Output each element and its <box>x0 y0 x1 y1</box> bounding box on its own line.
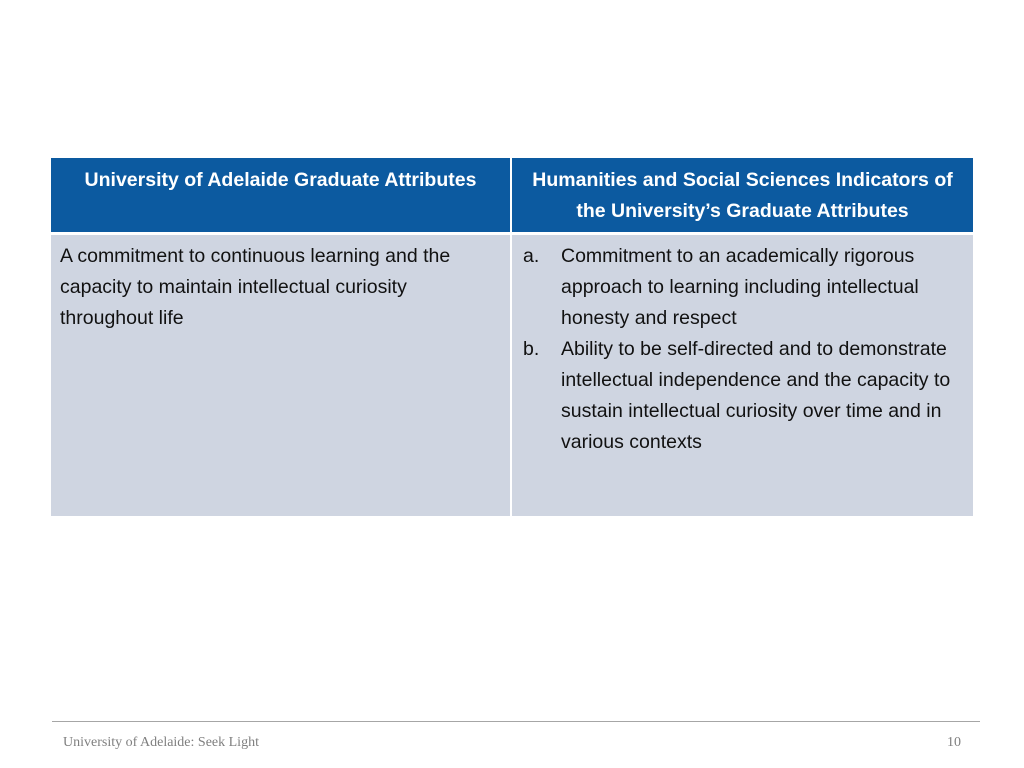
list-marker: b. <box>523 338 540 360</box>
list-marker: a. <box>523 245 540 267</box>
page-number: 10 <box>947 735 961 750</box>
footer-divider <box>52 721 980 722</box>
footer-title: University of Adelaide: Seek Light <box>63 735 259 750</box>
header-graduate-attributes: University of Adelaide Graduate Attributes <box>51 158 511 234</box>
list-item <box>521 334 964 458</box>
header-hss-indicators: Humanities and Social Sciences Indicators of the University’s Graduate Attributes <box>511 158 973 234</box>
attribute-cell: A commitment to continuous learning and the capacity to maintain intellectual curiosity throughout life <box>51 234 511 517</box>
indicators-list <box>521 241 964 458</box>
indicators-cell <box>511 234 973 517</box>
list-item-text: Commitment to an academically rigorous approach to learning including intellectual honesty and respect <box>561 245 919 329</box>
list-item <box>521 241 964 334</box>
table-header-row <box>51 158 973 234</box>
table-row <box>51 234 973 517</box>
attributes-table-container <box>51 158 973 516</box>
list-item-text: Ability to be self-directed and to demonstrate intellectual independence and the capacity to sustain intellectual curiosity over time and in various contexts <box>561 338 951 453</box>
attributes-table <box>51 158 973 516</box>
